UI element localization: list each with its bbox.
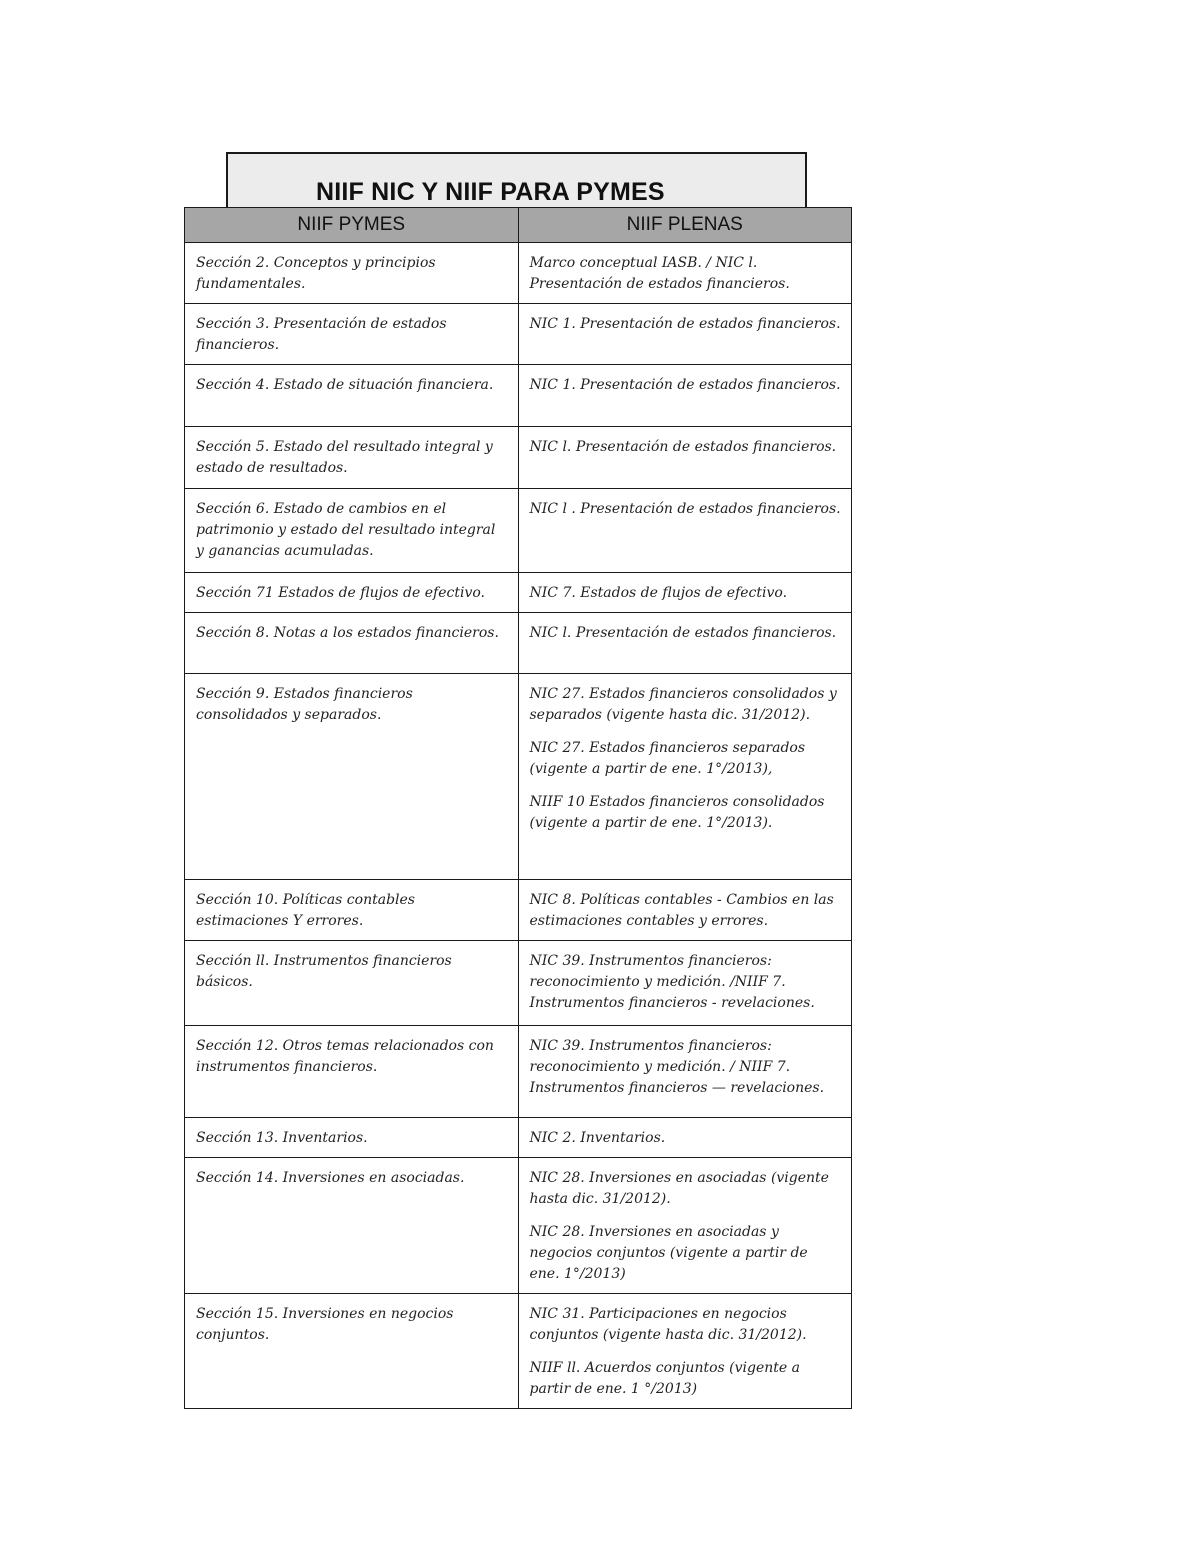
niif-pymes-text: Sección 8. Notas a los estados financieros.	[196, 625, 499, 641]
niif-plenas-cell	[518, 1294, 852, 1409]
niif-plenas-cell	[518, 674, 852, 880]
niif-pymes-cell	[185, 304, 519, 365]
niif-plenas-cell	[518, 489, 852, 573]
niif-plenas-cell	[518, 880, 852, 941]
table-row	[185, 489, 852, 573]
comparison-table	[184, 207, 852, 1409]
niif-pymes-text: Sección 12. Otros temas relacionados con instrumentos financieros.	[196, 1038, 494, 1075]
niif-plenas-cell	[518, 941, 852, 1026]
niif-plenas-cell	[518, 1118, 852, 1158]
niif-plenas-text: NIC 28. Inversiones en asociadas y negocios conjuntos (vigente a partir de ene. 1°/2013)	[529, 1224, 808, 1282]
niif-plenas-cell	[518, 613, 852, 674]
niif-pymes-text: Sección ll. Instrumentos financieros básicos.	[196, 953, 452, 990]
niif-pymes-cell	[185, 674, 519, 880]
table-row	[185, 880, 852, 941]
table-row	[185, 304, 852, 365]
niif-plenas-text: NIC l. Presentación de estados financieros.	[529, 439, 837, 455]
niif-pymes-text: Sección 14. Inversiones en asociadas.	[196, 1170, 465, 1186]
niif-pymes-cell	[185, 1026, 519, 1118]
table-row	[185, 1026, 852, 1118]
table-row	[185, 427, 852, 489]
niif-plenas-text: NIC 31. Participaciones en negocios conjuntos (vigente hasta dic. 31/2012).	[529, 1306, 807, 1343]
niif-plenas-cell	[518, 304, 852, 365]
niif-pymes-cell	[185, 427, 519, 489]
column-header-niif-plenas: NIIF PLENAS	[518, 208, 852, 243]
niif-pymes-cell	[185, 1118, 519, 1158]
niif-plenas-text: NIC 2. Inventarios.	[529, 1130, 666, 1146]
niif-plenas-text: NIIF ll. Acuerdos conjuntos (vigente a partir de ene. 1 °/2013)	[529, 1360, 800, 1397]
table-row	[185, 1294, 852, 1409]
niif-pymes-cell	[185, 365, 519, 427]
niif-plenas-text: NIC 27. Estados financieros separados (vigente a partir de ene. 1°/2013),	[529, 740, 806, 777]
niif-plenas-text: NIC 1. Presentación de estados financieros.	[529, 316, 841, 332]
niif-plenas-text: NIC l. Presentación de estados financieros.	[529, 625, 837, 641]
niif-pymes-cell	[185, 489, 519, 573]
niif-pymes-text: Sección 6. Estado de cambios en el patrimonio y estado del resultado integral y ganancias acumuladas.	[196, 501, 496, 559]
table-header-row	[185, 208, 852, 243]
table-row	[185, 941, 852, 1026]
niif-plenas-text: NIC 1. Presentación de estados financieros.	[529, 377, 841, 393]
niif-pymes-cell	[185, 1158, 519, 1294]
table-row	[185, 674, 852, 880]
niif-pymes-cell	[185, 941, 519, 1026]
niif-pymes-text: Sección 2. Conceptos y principios fundamentales.	[196, 255, 436, 292]
niif-pymes-cell	[185, 573, 519, 613]
table-row	[185, 1158, 852, 1294]
niif-pymes-cell	[185, 880, 519, 941]
niif-pymes-text: Sección 15. Inversiones en negocios conjuntos.	[196, 1306, 454, 1343]
niif-pymes-text: Sección 10. Políticas contables estimaciones Y errores.	[196, 892, 415, 929]
table-row	[185, 573, 852, 613]
niif-plenas-cell	[518, 1026, 852, 1118]
niif-pymes-cell	[185, 613, 519, 674]
niif-plenas-text: NIC 39. Instrumentos financieros: reconocimiento y medición. / NIIF 7. Instrumentos financieros — revelaciones.	[529, 1038, 825, 1096]
niif-plenas-text: NIC 28. Inversiones en asociadas (vigente hasta dic. 31/2012).	[529, 1170, 829, 1207]
table-row	[185, 1118, 852, 1158]
niif-pymes-text: Sección 13. Inventarios.	[196, 1130, 368, 1146]
niif-plenas-text: NIC 39. Instrumentos financieros: reconocimiento y medición. /NIIF 7. Instrumentos financieros - revelaciones.	[529, 953, 815, 1011]
table-row	[185, 613, 852, 674]
niif-pymes-text: Sección 5. Estado del resultado integral y estado de resultados.	[196, 439, 493, 476]
niif-plenas-cell	[518, 243, 852, 304]
niif-plenas-cell	[518, 573, 852, 613]
niif-pymes-cell	[185, 1294, 519, 1409]
niif-plenas-text: NIC 27. Estados financieros consolidados y separados (vigente hasta dic. 31/2012).	[529, 686, 837, 723]
niif-plenas-text: NIC 7. Estados de flujos de efectivo.	[529, 585, 788, 601]
table-row	[185, 365, 852, 427]
column-header-niif-pymes: NIIF PYMES	[185, 208, 519, 243]
niif-pymes-text: Sección 71 Estados de flujos de efectivo.	[196, 585, 485, 601]
niif-pymes-text: Sección 4. Estado de situación financiera.	[196, 377, 494, 393]
niif-plenas-text: NIC 8. Políticas contables - Cambios en las estimaciones contables y errores.	[529, 892, 834, 929]
niif-plenas-text: Marco conceptual IASB. / NIC l. Presentación de estados financieros.	[529, 255, 790, 292]
niif-plenas-cell	[518, 427, 852, 489]
title-box	[226, 152, 807, 207]
niif-pymes-cell	[185, 243, 519, 304]
niif-pymes-text: Sección 3. Presentación de estados financieros.	[196, 316, 447, 353]
page-title: NIIF NIC Y NIIF PARA PYMES	[316, 178, 665, 206]
niif-plenas-cell	[518, 365, 852, 427]
niif-plenas-cell	[518, 1158, 852, 1294]
niif-pymes-text: Sección 9. Estados financieros consolidados y separados.	[196, 686, 413, 723]
niif-plenas-text: NIIF 10 Estados financieros consolidados (vigente a partir de ene. 1°/2013).	[529, 794, 825, 831]
table-row	[185, 243, 852, 304]
niif-plenas-text: NIC l . Presentación de estados financieros.	[529, 501, 841, 517]
